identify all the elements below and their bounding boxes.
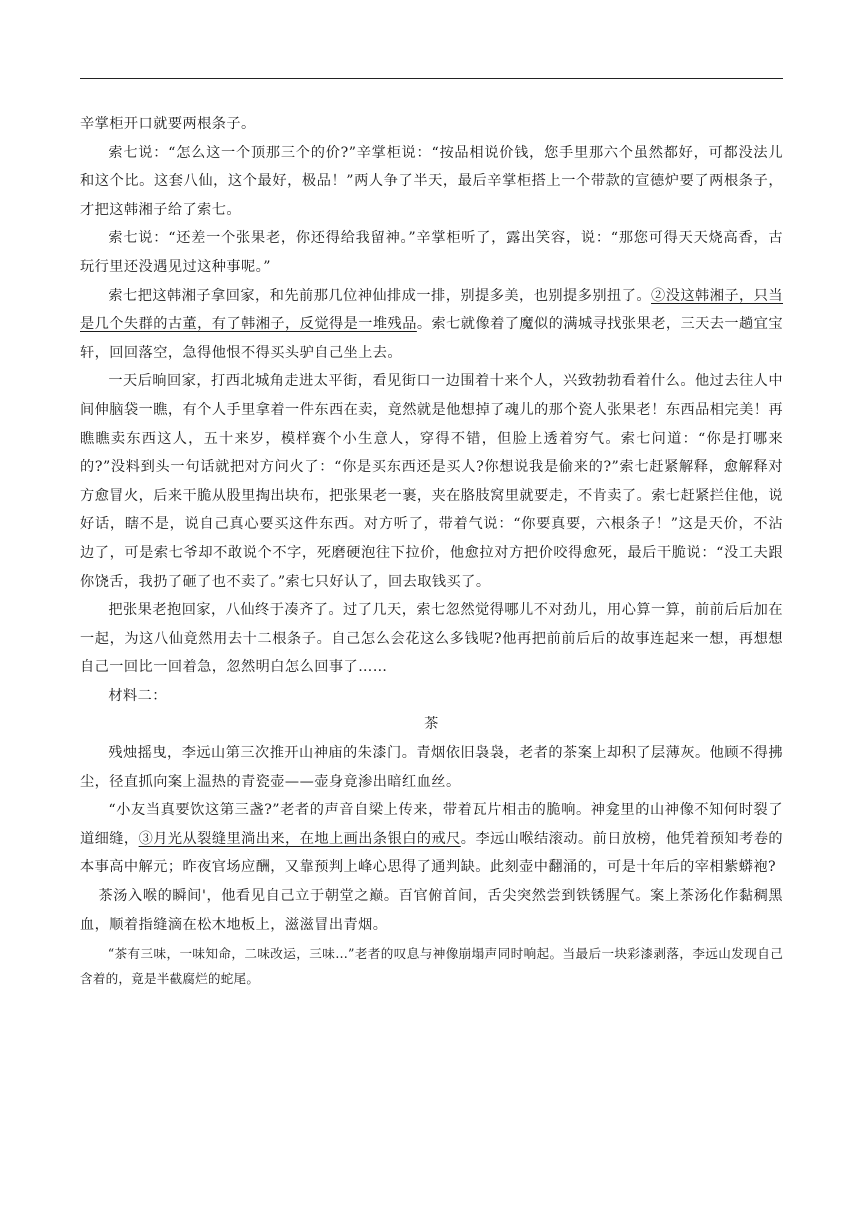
paragraph: 把张果老抱回家，八仙终于凑齐了。过了几天，索七忽然觉得哪儿不对劲儿，用心算一算，前前后后加在一起，为这八仙竟然用去十二根条子。自己怎么会花这么多钱呢?他再把前前后后的故事连起来一想，再想想自己一回比一回着急，忽然明白怎么回事了…… [80, 602, 783, 676]
paragraph [80, 796, 783, 882]
paragraph: “茶有三味，一味知命，二味改运，三味…”老者的叹息与神像崩塌声同时响起。当最后一块彩漆剥落，李远山发现自己含着的，竟是半截腐烂的蛇尾。 [80, 946, 783, 987]
paragraph: 一天后晌回家，打西北城角走进太平街，看见街口一边围着十来个人，兴致勃勃看着什么。他过去往人中间伸脑袋一瞧，有个人手里拿着一件东西在卖，竟然就是他想掉了魂儿的那个瓷人张果老！东西品相完美！再瞧瞧卖东西这人，五十来岁，模样赛个小生意人，穿得不错，但脸上透着穷气。索七问道：“你是打哪来的?”没料到头一句话就把对方问火了：“你是买东西还是买人?你想说我是偷来的?”索七赶紧解释，愈解释对方愈冒火，后来干脆从股里掏出块布，把张果老一裹，夹在胳肢窝里就要走，不肯卖了。索七赶紧拦住他，说好话，瞎不是，说自己真心要买这件东西。对方听了，带着气说：“你要真要，六根条子！”这是天价，不沾边了，可是索七爷却不敢说个不字，死磨硬泡往下拉价，他愈拉对方把价咬得愈死，最后干脆说：“没工夫跟你饶舌，我扔了砸了也不卖了。”索七只好认了，回去取钱买了。 [80, 373, 783, 590]
paragraph: 索七说：“还差一个张果老，你还得给我留神。”辛掌柜听了，露出笑容，说：“那您可得天天烧高香，古玩行里还没遇见过这种事呢。” [80, 230, 783, 275]
paragraph-text: 。索七就像着了魔似的满城寻找张果老，三天去一趟宜宝轩，回回落空，急得他恨不得买头驴自己坐上去。 [80, 316, 783, 361]
paragraph-text: “小友当真要饮这第三盏?”老者的声音自梁上传来，带着瓦片相击的脆响。神龛里的山神像不知何时裂了道细缝， [80, 802, 783, 847]
paragraph-text: 。李远山喉结滚动。前日放榜，他凭着预知考卷的本事高中解元；昨夜官场应酬，又靠预判上峰心思得了通判缺。此刻壶中翻涌的，可是十年后的宰相紫蟒袍? [80, 830, 783, 876]
header-rule [80, 78, 783, 79]
paragraph: 茶汤入喉的瞬间'，他看见自己立于朝堂之巅。百官俯首间，舌尖突然尝到铁锈腥气。案上茶汤化作黏稠黑血，顺着指缝滴在松木地板上，滋滋冒出青烟。 [80, 888, 783, 933]
material-label: 材料二： [108, 687, 167, 704]
paragraph: 索七说：“怎么这一个顶那三个的价?”辛掌柜说：“按品相说价钱，您手里那六个虽然都好，可都没法儿和这个比。这套八仙，这个最好，极品！”两人争了半天，最后辛掌柜搭上一个带款的宣德炉要了两根条子，才把这韩湘子给了索七。 [80, 144, 783, 218]
paragraph: 残烛摇曳，李远山第三次推开山神庙的朱漆门。青烟依旧袅袅，老者的茶案上却积了层薄灰。他顾不得拂尘，径直抓向案上温热的青瓷壶——壶身竟渗出暗红血丝。 [80, 745, 783, 790]
paragraph-text: 索七把这韩湘子拿回家，和先前那几位神仙排成一排，别提多美，也别提多别扭了。 [108, 287, 652, 304]
underlined-sentence-2: ②没这韩湘子，只当是几个失群的古董，有了韩湘子，反觉得是一堆残品 [80, 287, 783, 333]
story-title: 茶 [424, 716, 439, 733]
paragraph: 辛掌柜开口就要两根条子。 [80, 116, 256, 132]
paragraph [80, 282, 783, 368]
document-body [80, 110, 783, 992]
underlined-sentence-3: ③月光从裂缝里淌出来，在地上画出条银白的戒尺 [138, 830, 461, 847]
